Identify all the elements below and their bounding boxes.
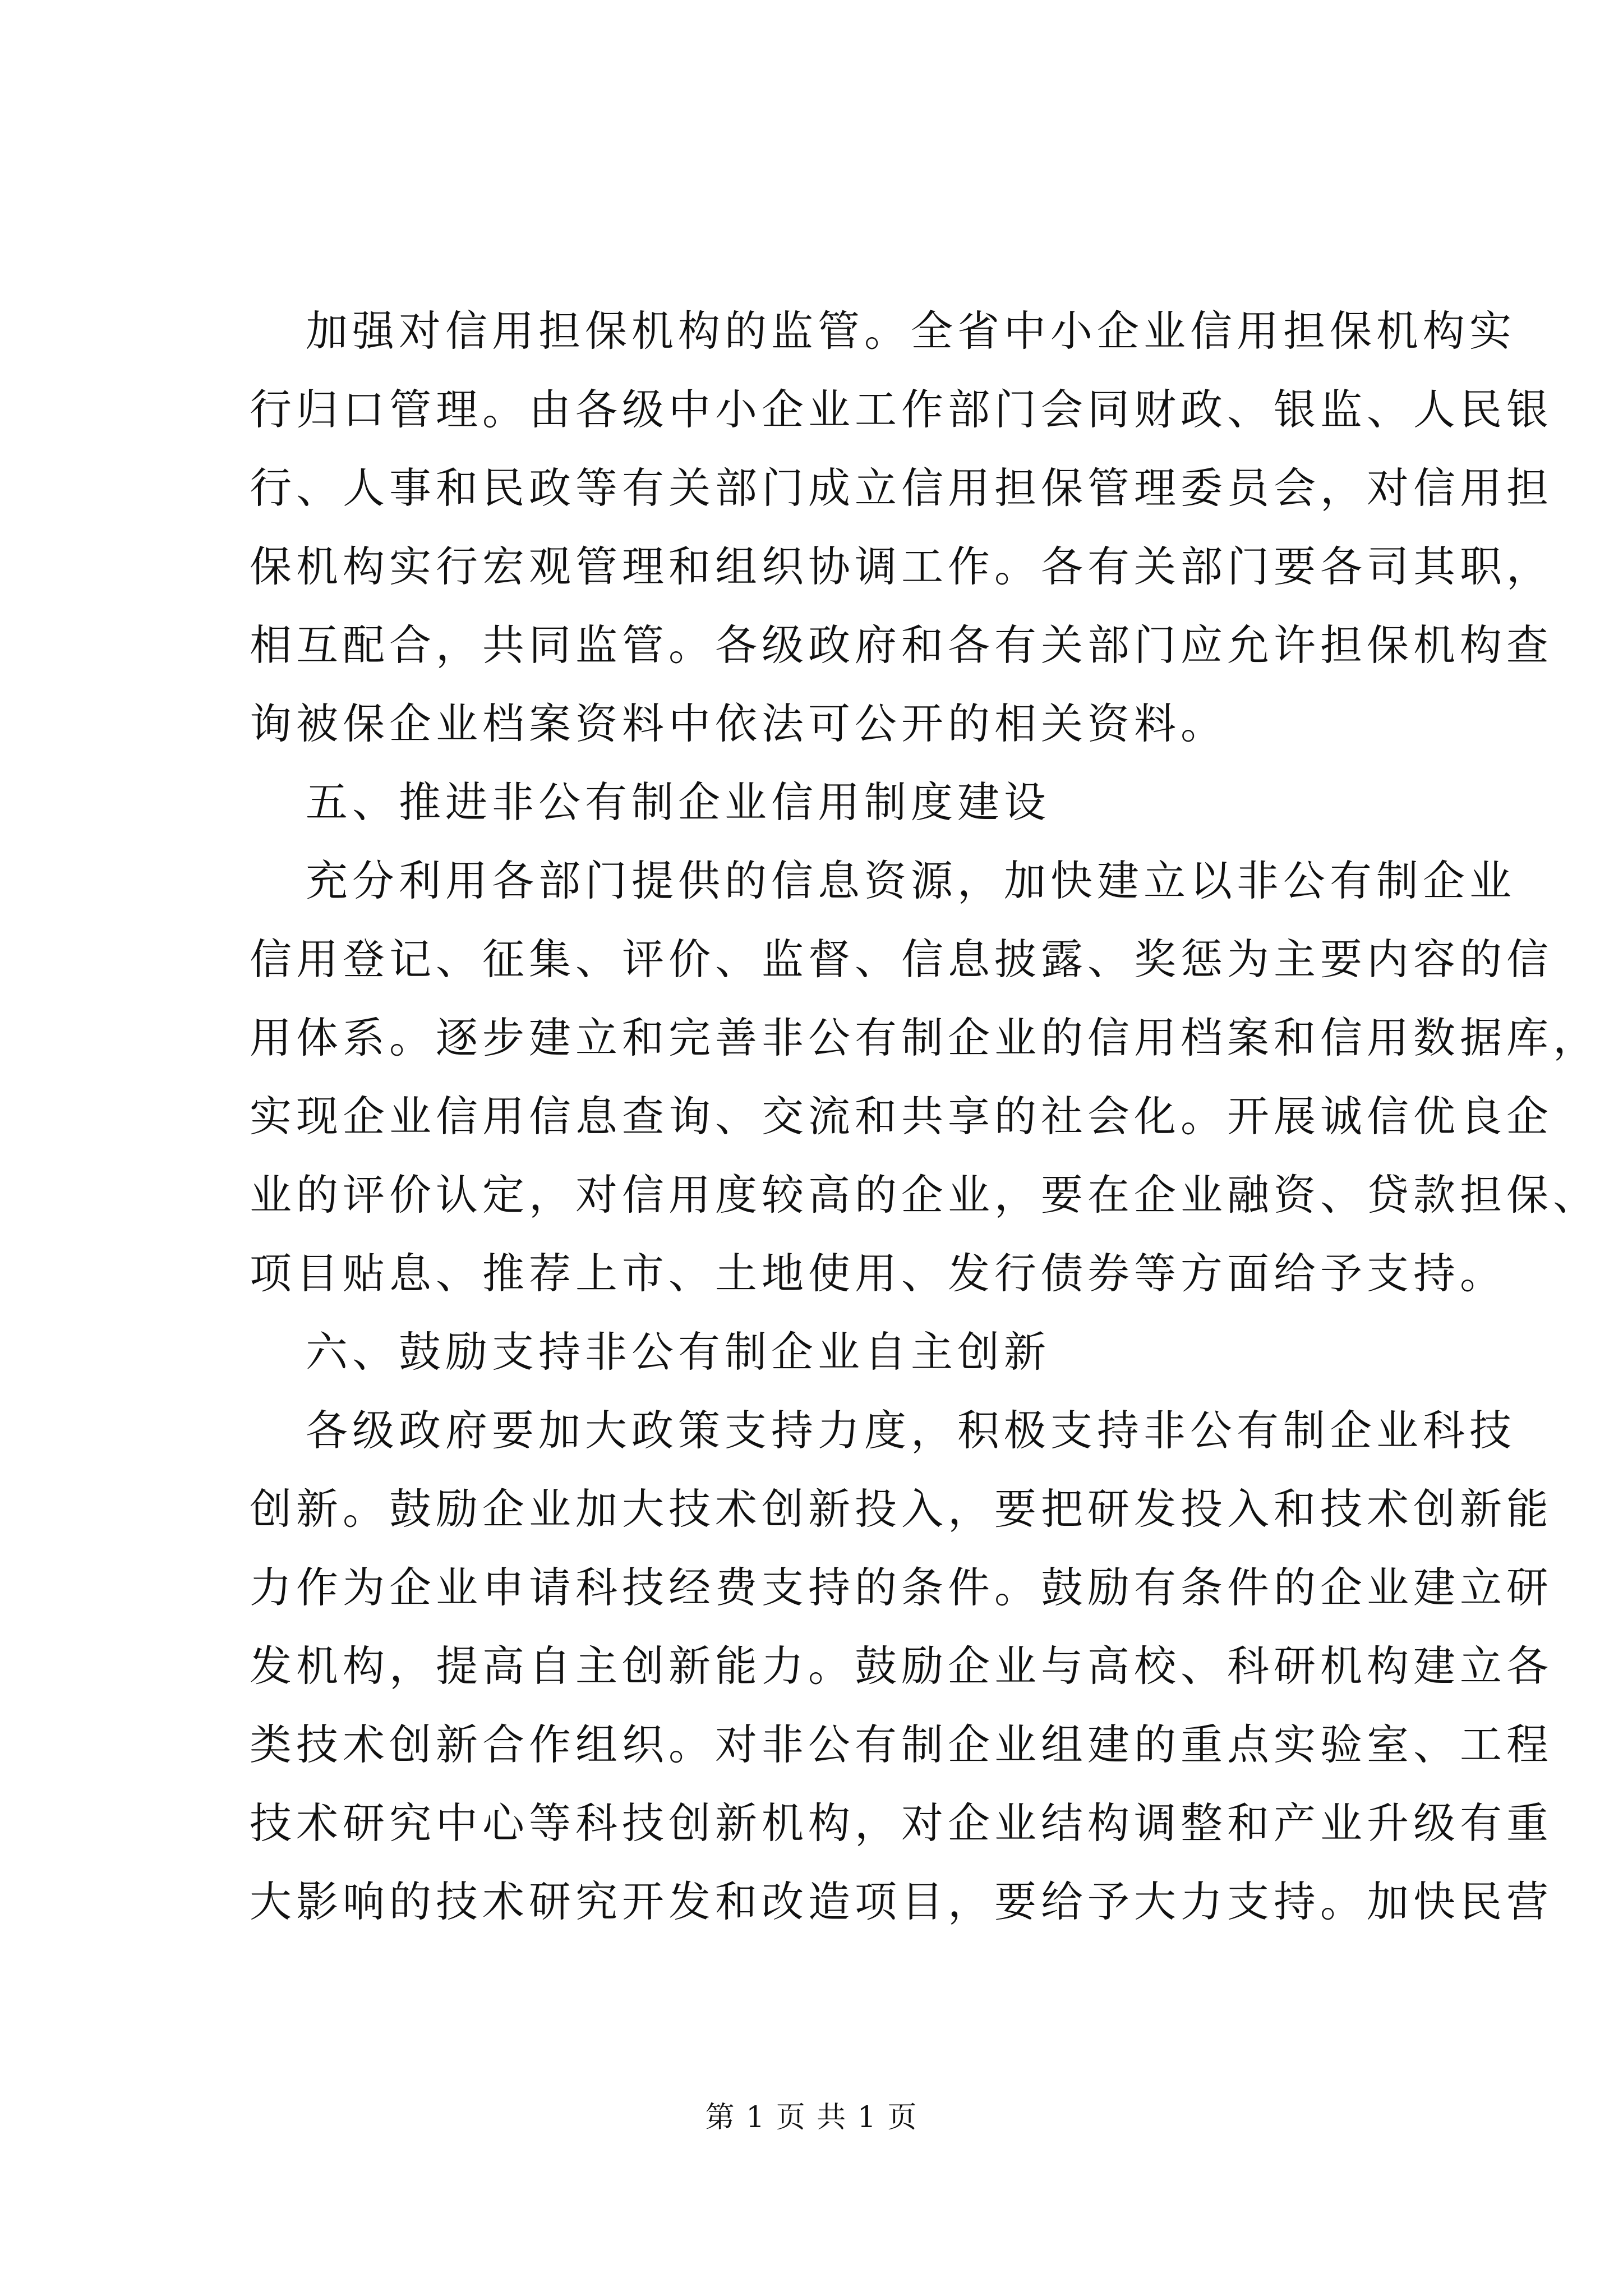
text-line: 相互配合，共同监管。各级政府和各有关部门应允许担保机构查	[250, 620, 1553, 670]
text-line: 信用登记、征集、评价、监督、信息披露、奖惩为主要内容的信	[250, 935, 1553, 984]
text-line: 大影响的技术研究开发和改造项目，要给予大力支持。加快民营	[250, 1877, 1553, 1926]
text-line: 保机构实行宏观管理和组织协调工作。各有关部门要各司其职，	[250, 542, 1553, 591]
text-line: 用体系。逐步建立和完善非公有制企业的信用档案和信用数据库，	[250, 1013, 1600, 1062]
text-line: 各级政府要加大政策支持力度，积极支持非公有制企业科技	[306, 1406, 1516, 1455]
text-line: 发机构，提高自主创新能力。鼓励企业与高校、科研机构建立各	[250, 1641, 1553, 1691]
text-line: 项目贴息、推荐上市、土地使用、发行债券等方面给予支持。	[250, 1249, 1507, 1298]
text-line: 技术研究中心等科技创新机构，对企业结构调整和产业升级有重	[250, 1798, 1553, 1848]
text-line: 创新。鼓励企业加大技术创新投入，要把研发投入和技术创新能	[250, 1484, 1553, 1534]
text-line: 充分利用各部门提供的信息资源，加快建立以非公有制企业	[306, 856, 1516, 905]
text-line: 业的评价认定，对信用度较高的企业，要在企业融资、贷款担保、	[250, 1170, 1600, 1220]
text-line: 询被保企业档案资料中依法可公开的相关资料。	[250, 699, 1228, 748]
page-number-footer: 第 1 页 共 1 页	[705, 2101, 918, 2134]
text-line: 行归口管理。由各级中小企业工作部门会同财政、银监、人民银	[250, 385, 1553, 434]
text-line: 类技术创新合作组织。对非公有制企业组建的重点实验室、工程	[250, 1720, 1553, 1769]
section-heading: 六、鼓励支持非公有制企业自主创新	[306, 1327, 1051, 1377]
text-line: 行、人事和民政等有关部门成立信用担保管理委员会，对信用担	[250, 463, 1553, 513]
section-heading: 五、推进非公有制企业信用制度建设	[306, 777, 1051, 827]
text-line: 实现企业信用信息查询、交流和共享的社会化。开展诚信优良企	[250, 1092, 1553, 1141]
text-line: 加强对信用担保机构的监管。全省中小企业信用担保机构实	[306, 306, 1516, 356]
text-line: 力作为企业申请科技经费支持的条件。鼓励有条件的企业建立研	[250, 1563, 1553, 1612]
